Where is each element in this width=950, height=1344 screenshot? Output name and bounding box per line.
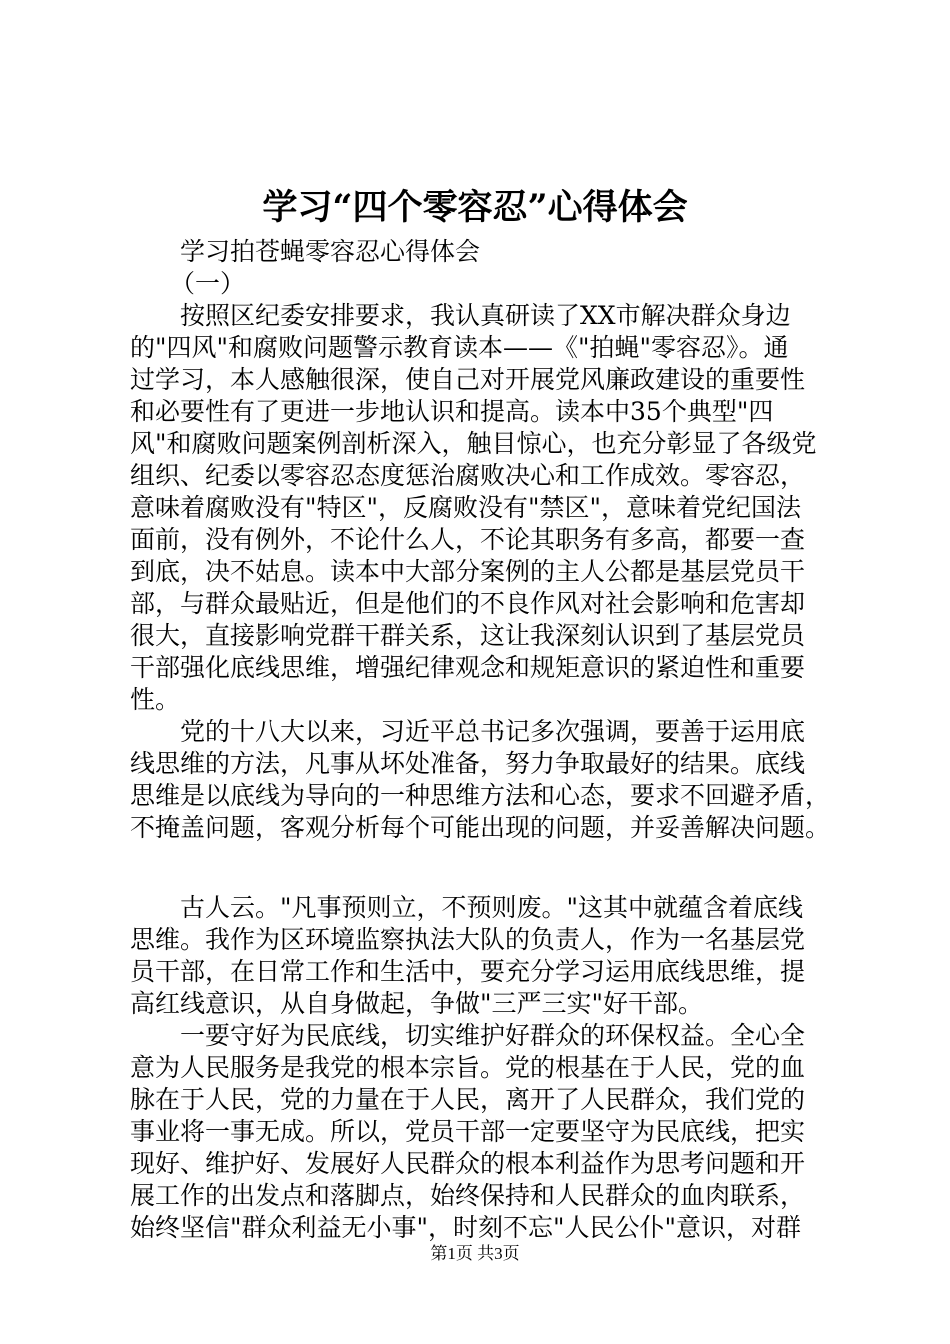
section-marker: （一） bbox=[170, 269, 246, 298]
text-line: 很大，直接影响党群干群关系，这让我深刻认识到了基层党员 bbox=[130, 621, 806, 650]
text-line: 不掩盖问题，客观分析每个可能出现的问题，并妥善解决问题。 bbox=[130, 813, 831, 842]
text-line: 和必要性有了更进一步地认识和提高。读本中35个典型"四 bbox=[130, 397, 774, 426]
text-line: 风"和腐败问题案例剖析深入，触目惊心，也充分彰显了各级党 bbox=[130, 429, 817, 458]
text-line: 事业将一事无成。所以，党员干部一定要坚守为民底线，把实 bbox=[130, 1117, 806, 1146]
text-line: 思维是以底线为导向的一种思维方法和心态，要求不回避矛盾， bbox=[130, 781, 831, 810]
paragraph-gap bbox=[130, 844, 830, 892]
text-line: 干部强化底线思维，增强纪律观念和规矩意识的紧迫性和重要 bbox=[130, 653, 806, 682]
text-line: 线思维的方法，凡事从坏处准备，努力争取最好的结果。底线 bbox=[130, 749, 806, 778]
text-line: 按照区纪委安排要求，我认真研读了XX市解决群众身边 bbox=[180, 301, 791, 330]
text-line: 性。 bbox=[130, 685, 181, 714]
text-line: 过学习，本人感触很深，使自己对开展党风廉政建设的重要性 bbox=[130, 365, 806, 394]
text-line: 的"四风"和腐败问题警示教育读本——《"拍蝇"零容忍》。通 bbox=[130, 333, 789, 362]
text-line: 面前，没有例外，不论什么人，不论其职务有多高，都要一查 bbox=[130, 525, 806, 554]
text-line: 党的十八大以来，习近平总书记多次强调，要善于运用底 bbox=[180, 717, 806, 746]
document-body bbox=[130, 236, 830, 1244]
text-line: 高红线意识，从自身做起，争做"三严三实"好干部。 bbox=[130, 989, 704, 1018]
subtitle: 学习拍苍蝇零容忍心得体会 bbox=[180, 237, 481, 266]
page-footer: 第1页 共3页 bbox=[430, 1244, 520, 1263]
text-line: 意味着腐败没有"特区"，反腐败没有"禁区"，意味着党纪国法 bbox=[130, 493, 801, 522]
text-line: 部，与群众最贴近，但是他们的不良作风对社会影响和危害却 bbox=[130, 589, 806, 618]
document-title: 学习“四个零容忍”心得体会 bbox=[262, 187, 688, 228]
text-line: 到底，决不姑息。读本中大部分案例的主人公都是基层党员干 bbox=[130, 557, 806, 586]
text-line: 脉在于人民，党的力量在于人民，离开了人民群众，我们党的 bbox=[130, 1085, 806, 1114]
text-line: 现好、维护好、发展好人民群众的根本利益作为思考问题和开 bbox=[130, 1149, 806, 1178]
text-line: 意为人民服务是我党的根本宗旨。党的根基在于人民，党的血 bbox=[130, 1053, 806, 1082]
text-line: 一要守好为民底线，切实维护好群众的环保权益。全心全 bbox=[180, 1021, 806, 1050]
text-line: 员干部，在日常工作和生活中，要充分学习运用底线思维，提 bbox=[130, 957, 806, 986]
text-line: 思维。我作为区环境监察执法大队的负责人，作为一名基层党 bbox=[130, 925, 806, 954]
text-line: 始终坚信"群众利益无小事"，时刻不忘"人民公仆"意识，对群 bbox=[130, 1213, 801, 1242]
text-line: 组织、纪委以零容忍态度惩治腐败决心和工作成效。零容忍， bbox=[130, 461, 806, 490]
text-line: 展工作的出发点和落脚点，始终保持和人民群众的血肉联系， bbox=[130, 1181, 806, 1210]
text-line: 古人云。"凡事预则立，不预则废。"这其中就蕴含着底线 bbox=[180, 893, 804, 922]
